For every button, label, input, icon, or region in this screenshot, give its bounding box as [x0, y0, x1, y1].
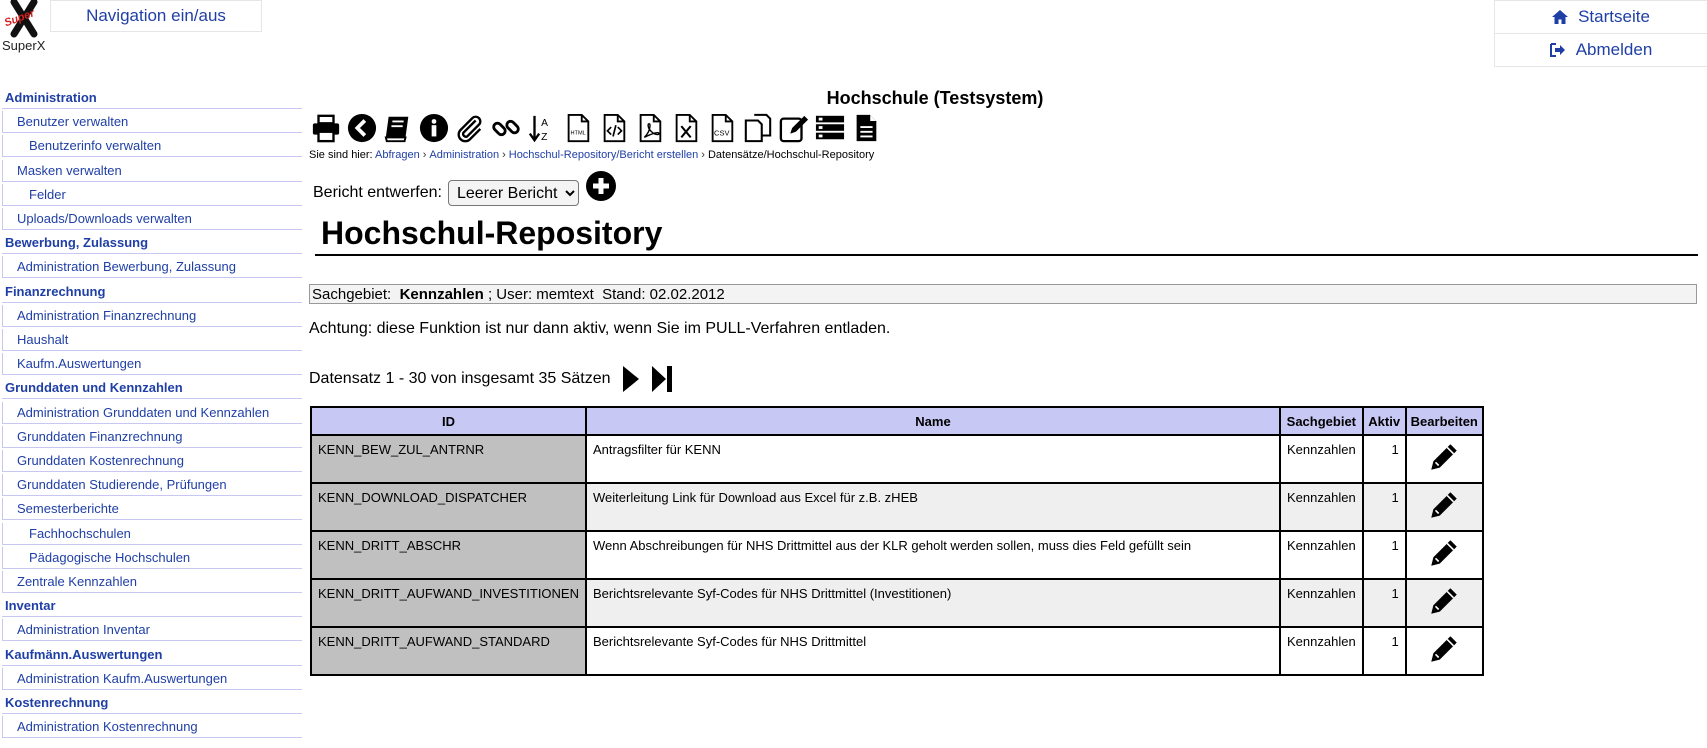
- chevron-right-icon: ›: [422, 149, 427, 161]
- svg-text:Z: Z: [541, 132, 548, 143]
- cell-sachgebiet: Kennzahlen: [1280, 579, 1363, 627]
- pencil-icon[interactable]: [1427, 606, 1461, 621]
- column-header-aktiv[interactable]: Aktiv: [1363, 407, 1406, 435]
- logout-link[interactable]: [1494, 33, 1707, 67]
- info-icon[interactable]: [418, 112, 450, 144]
- report-design-row: [313, 180, 617, 206]
- cell-id: KENN_DRITT_ABSCHR: [311, 531, 586, 579]
- add-report-button[interactable]: [585, 170, 617, 202]
- svg-text:Super: Super: [2, 7, 37, 30]
- cell-edit: [1406, 627, 1483, 675]
- cell-aktiv: 1: [1363, 579, 1406, 627]
- svg-text:HTML: HTML: [570, 130, 586, 137]
- breadcrumb-link-administration[interactable]: Administration: [429, 149, 500, 161]
- navigation-toggle-button[interactable]: [50, 0, 262, 32]
- superx-logo-icon: [0, 0, 46, 38]
- report-design-label: Bericht entwerfen:: [313, 184, 442, 201]
- logout-link-label: Abmelden: [1575, 40, 1653, 59]
- cell-aktiv: 1: [1363, 483, 1406, 531]
- notice-text: Achtung: diese Funktion ist nur dann aktiv, wenn Sie im PULL-Verfahren entladen.: [309, 320, 891, 337]
- cell-edit: [1406, 579, 1483, 627]
- sidebar-item[interactable]: [2, 111, 302, 133]
- sidebar-item-label: Kaufmänn.Auswertungen: [5, 646, 163, 662]
- link-icon[interactable]: [490, 112, 522, 144]
- sidebar-item[interactable]: [2, 595, 302, 617]
- sidebar-item[interactable]: [2, 353, 302, 375]
- column-header-name[interactable]: Name: [586, 407, 1280, 435]
- csv-file-icon[interactable]: [706, 112, 738, 144]
- edit-report-icon[interactable]: [778, 112, 810, 144]
- sidebar-item-label: Felder: [29, 186, 66, 202]
- column-header-bearbeiten: Bearbeiten: [1406, 407, 1483, 435]
- sidebar-item-label: Kostenrechnung: [5, 695, 109, 710]
- superx-logo: [0, 0, 46, 56]
- document-icon[interactable]: [850, 112, 882, 144]
- navigation-toggle-label: Navigation ein/aus: [86, 6, 226, 25]
- cell-name: Berichtsrelevante Syf-Codes für NHS Drittmittel (Investitionen): [586, 579, 1280, 627]
- record-count-text: Datensatz 1 - 30 von insgesamt 35 Sätzen: [309, 370, 611, 387]
- code-file-icon[interactable]: [598, 112, 630, 144]
- book-icon[interactable]: [382, 112, 414, 144]
- subject-info-box: [309, 284, 1697, 304]
- home-icon: [1552, 10, 1568, 24]
- institution-title: Hochschule (Testsystem): [826, 88, 1044, 108]
- sidebar-item-label: Grunddaten und Kennzahlen: [5, 380, 183, 396]
- home-link-label: Startseite: [1578, 7, 1650, 26]
- cell-sachgebiet: Kennzahlen: [1280, 435, 1363, 483]
- sidebar-item-label: Uploads/Downloads verwalten: [17, 211, 192, 226]
- home-link[interactable]: [1494, 0, 1707, 34]
- page-title: Hochschul-Repository: [315, 215, 1698, 256]
- sidebar-item-label: Inventar: [5, 598, 56, 614]
- sidebar-item[interactable]: [2, 87, 302, 109]
- print-icon[interactable]: [310, 112, 342, 144]
- sidebar-item[interactable]: [2, 450, 302, 472]
- sidebar-item[interactable]: [2, 644, 302, 666]
- cell-sachgebiet: Kennzahlen: [1280, 531, 1363, 579]
- sidebar-item[interactable]: [2, 474, 302, 496]
- pencil-icon[interactable]: [1427, 510, 1461, 525]
- sidebar-item[interactable]: [2, 281, 302, 303]
- record-count-row: [309, 362, 675, 396]
- last-page-icon[interactable]: [649, 362, 675, 396]
- column-header-id[interactable]: ID: [311, 407, 586, 435]
- sidebar-item[interactable]: [2, 208, 302, 230]
- cell-id: KENN_DRITT_AUFWAND_INVESTITIONEN: [311, 579, 586, 627]
- pencil-icon[interactable]: [1427, 462, 1461, 477]
- pencil-icon[interactable]: [1427, 558, 1461, 573]
- sidebar-item-label: Finanzrechnung: [5, 283, 106, 299]
- sidebar-item-label: Administration Inventar: [17, 622, 150, 638]
- cell-edit: [1406, 435, 1483, 483]
- cell-name: Berichtsrelevante Syf-Codes für NHS Drittmittel: [586, 627, 1280, 675]
- sidebar-item-label: Administration Kaufm.Auswertungen: [17, 670, 228, 686]
- table-row: [311, 531, 1483, 579]
- pencil-icon[interactable]: [1427, 654, 1461, 669]
- subject-value: Kennzahlen: [399, 285, 484, 303]
- subject-user-date: ; User: memtext Stand: 02.02.2012: [487, 285, 725, 303]
- table-row: [311, 435, 1483, 483]
- sidebar-item[interactable]: [2, 135, 302, 157]
- toolbar: [310, 110, 882, 146]
- sidebar-item-label: Grunddaten Finanzrechnung: [17, 428, 183, 444]
- sign-out-icon: [1550, 43, 1566, 57]
- cell-edit: [1406, 531, 1483, 579]
- sidebar-item-label: Haushalt: [17, 332, 69, 347]
- sidebar-item-label: Kaufm.Auswertungen: [17, 356, 142, 372]
- breadcrumb: [309, 149, 874, 161]
- report-template-select[interactable]: [448, 180, 579, 206]
- sidebar-item[interactable]: [2, 716, 302, 738]
- sidebar-item-label: Benutzerinfo verwalten: [29, 138, 162, 154]
- records-table: [310, 406, 1484, 676]
- sidebar-item-label: Pädagogische Hochschulen: [29, 549, 191, 565]
- breadcrumb-prefix: Sie sind hier:: [309, 149, 373, 161]
- table-row: [311, 627, 1483, 675]
- table-header-row: [311, 407, 1483, 435]
- cell-aktiv: 1: [1363, 531, 1406, 579]
- pdf-file-icon[interactable]: [634, 112, 666, 144]
- sidebar-item[interactable]: [2, 329, 302, 351]
- excel-file-icon[interactable]: [670, 112, 702, 144]
- sidebar-item[interactable]: [2, 256, 302, 278]
- cell-name: Wenn Abschreibungen für NHS Drittmittel aus der KLR geholt werden sollen, muss dies Feld gefüllt sein: [586, 531, 1280, 579]
- sidebar-item[interactable]: [2, 523, 302, 545]
- cell-id: KENN_DRITT_AUFWAND_STANDARD: [311, 627, 586, 675]
- sidebar-item[interactable]: [2, 547, 302, 569]
- sidebar-item-label: Grunddaten Studierende, Prüfungen: [17, 477, 227, 493]
- sidebar-item-label: Benutzer verwalten: [17, 114, 129, 130]
- chevron-right-icon: ›: [701, 149, 705, 161]
- cell-aktiv: 1: [1363, 435, 1406, 483]
- paperclip-icon[interactable]: [454, 112, 486, 144]
- sidebar-item[interactable]: [2, 668, 302, 690]
- table-row: [311, 579, 1483, 627]
- chevron-right-icon: ›: [502, 149, 506, 161]
- sidebar-item[interactable]: [2, 692, 302, 714]
- svg-text:A: A: [541, 118, 548, 130]
- sidebar-item-label: Bewerbung, Zulassung: [5, 235, 149, 251]
- cell-name: Weiterleitung Link für Download aus Excel für z.B. zHEB: [586, 483, 1280, 531]
- next-page-icon[interactable]: [617, 362, 643, 396]
- html-export-icon[interactable]: [562, 112, 594, 144]
- subject-prefix: Sachgebiet:: [312, 285, 392, 303]
- sidebar-item-label: Semesterberichte: [17, 501, 119, 517]
- cell-id: KENN_BEW_ZUL_ANTRNR: [311, 435, 586, 483]
- sidebar-item-label: Fachhochschulen: [29, 525, 131, 541]
- sidebar-item[interactable]: [2, 571, 302, 593]
- sidebar-item[interactable]: [2, 232, 302, 254]
- breadcrumb-link-abfragen[interactable]: Abfragen: [375, 149, 420, 161]
- sidebar-item[interactable]: [2, 305, 302, 327]
- sort-alpha-icon[interactable]: [526, 112, 558, 144]
- sidebar-item[interactable]: [2, 160, 302, 182]
- sidebar-item[interactable]: [2, 402, 302, 424]
- sidebar-item-label: Administration Grunddaten und Kennzahlen: [17, 404, 270, 420]
- breadcrumb-current: Datensätze/Hochschul-Repository: [707, 149, 875, 161]
- table-row: [311, 483, 1483, 531]
- cell-sachgebiet: Kennzahlen: [1280, 483, 1363, 531]
- logo-text: SuperX: [2, 38, 46, 53]
- breadcrumb-link-bericht-erstellen[interactable]: Hochschul-Repository/Bericht erstellen: [508, 149, 699, 161]
- sidebar-item-label: Zentrale Kennzahlen: [17, 574, 137, 589]
- list-view-icon[interactable]: [814, 112, 846, 144]
- cell-edit: [1406, 483, 1483, 531]
- cell-id: KENN_DOWNLOAD_DISPATCHER: [311, 483, 586, 531]
- sidebar-item-label: Administration Bewerbung, Zulassung: [17, 259, 236, 275]
- cell-sachgebiet: Kennzahlen: [1280, 627, 1363, 675]
- sidebar-item[interactable]: [2, 426, 302, 448]
- sidebar-item-label: Administration Finanzrechnung: [17, 307, 197, 323]
- sidebar-item-label: Administration Kostenrechnung: [17, 719, 198, 735]
- svg-text:CSV: CSV: [714, 128, 730, 138]
- sidebar-item[interactable]: [2, 619, 302, 641]
- column-header-sachgebiet[interactable]: Sachgebiet: [1280, 407, 1363, 435]
- cell-name: Antragsfilter für KENN: [586, 435, 1280, 483]
- copy-icon[interactable]: [742, 112, 774, 144]
- sidebar-item-label: Grunddaten Kostenrechnung: [17, 453, 184, 468]
- table-body: [311, 435, 1483, 675]
- sidebar-item[interactable]: [2, 377, 302, 399]
- sidebar-item-label: Masken verwalten: [17, 162, 122, 178]
- cell-aktiv: 1: [1363, 627, 1406, 675]
- sidebar-item[interactable]: [2, 184, 302, 206]
- sidebar-item[interactable]: [2, 498, 302, 520]
- sidebar-item-label: Administration: [5, 90, 97, 105]
- back-icon[interactable]: [346, 112, 378, 144]
